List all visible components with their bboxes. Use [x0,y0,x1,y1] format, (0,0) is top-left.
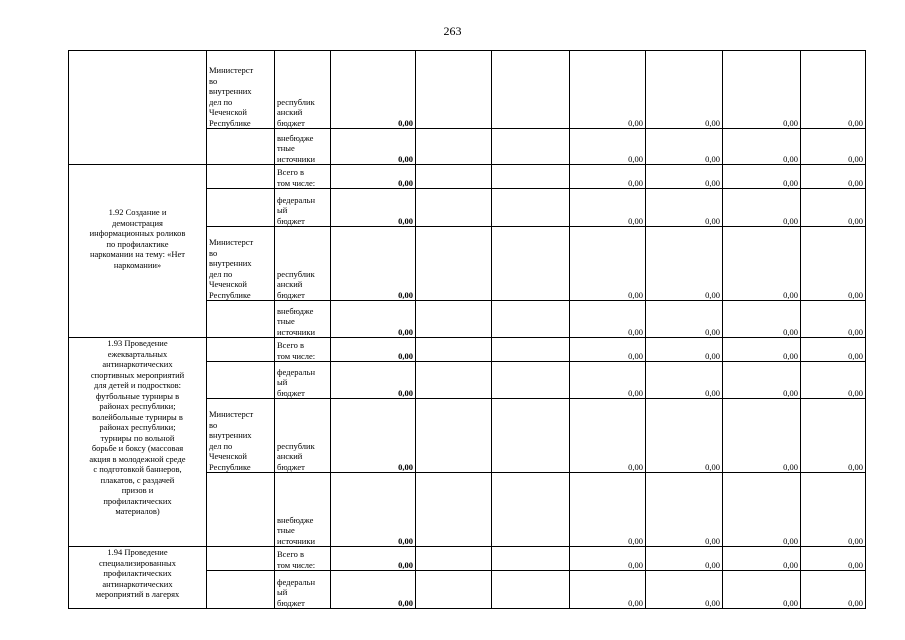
total-cell: 0,00 [331,362,416,399]
table-row [69,547,866,571]
executor-cell [207,547,275,571]
table-row [69,51,866,129]
executor-cell: Министерст во внутренних дел по Чеченской Республике [207,51,275,129]
value-cell: 0,00 [723,399,801,473]
total-cell: 0,00 [331,129,416,165]
total-cell: 0,00 [331,165,416,189]
event-name-cell [69,51,207,165]
value-cell [416,362,492,399]
total-cell: 0,00 [331,547,416,571]
value-cell: 0,00 [646,301,723,338]
value-cell [492,165,570,189]
total-cell: 0,00 [331,227,416,301]
value-cell: 0,00 [723,338,801,362]
value-cell [492,227,570,301]
funding-source-cell: республик анский бюджет [275,227,331,301]
value-cell [416,547,492,571]
funding-source-cell: внебюдже тные источники [275,301,331,338]
value-cell: 0,00 [646,399,723,473]
value-cell: 0,00 [646,129,723,165]
value-cell [416,473,492,547]
value-cell: 0,00 [801,51,866,129]
executor-cell [207,362,275,399]
page-number: 263 [443,24,462,38]
value-cell: 0,00 [646,51,723,129]
value-cell: 0,00 [801,129,866,165]
funding-source-cell: Всего в том числе: [275,547,331,571]
executor-cell [207,129,275,165]
total-cell: 0,00 [331,473,416,547]
executor-cell [207,165,275,189]
value-cell: 0,00 [801,165,866,189]
executor-cell [207,189,275,227]
total-cell: 0,00 [331,301,416,338]
table-body [69,51,866,609]
event-name-cell: 1.92 Создание и демонстрация информационных роликов по профилактике наркомании на тему: «Нет наркомании» [69,165,207,338]
value-cell: 0,00 [646,227,723,301]
value-cell [492,129,570,165]
executor-cell: Министерст во внутренних дел по Чеченской Республике [207,399,275,473]
value-cell: 0,00 [570,571,646,609]
value-cell [416,571,492,609]
value-cell: 0,00 [723,547,801,571]
table-row [69,338,866,362]
value-cell [492,338,570,362]
value-cell [492,547,570,571]
funding-source-cell: республик анский бюджет [275,399,331,473]
value-cell [416,165,492,189]
executor-cell: Министерст во внутренних дел по Чеченской Республике [207,227,275,301]
value-cell: 0,00 [801,338,866,362]
funding-source-cell: внебюдже тные источники [275,473,331,547]
value-cell [492,189,570,227]
total-cell: 0,00 [331,571,416,609]
value-cell [492,362,570,399]
funding-source-cell: Всего в том числе: [275,165,331,189]
value-cell: 0,00 [723,227,801,301]
value-cell: 0,00 [570,189,646,227]
event-name-cell: 1.93 Проведение ежеквартальных антинаркотических спортивных мероприятий для детей и подростков: футбольные турниры в районах республики; волейбольные турниры в районах республики; турниры по вольной борьбе и боксу (массовая акция в молодежной среде с подготовкой баннеров, плакатов, с раздачей призов и профилактических материалов) [69,338,207,547]
value-cell: 0,00 [570,362,646,399]
value-cell: 0,00 [801,362,866,399]
value-cell: 0,00 [801,399,866,473]
value-cell [416,189,492,227]
executor-cell [207,473,275,547]
value-cell: 0,00 [801,571,866,609]
value-cell: 0,00 [570,51,646,129]
executor-cell [207,301,275,338]
funding-source-cell: федеральн ый бюджет [275,189,331,227]
table-row [69,165,866,189]
funding-source-cell: федеральн ый бюджет [275,571,331,609]
value-cell [492,51,570,129]
budget-table [68,50,866,609]
value-cell: 0,00 [646,547,723,571]
value-cell: 0,00 [570,547,646,571]
funding-source-cell: республик анский бюджет [275,51,331,129]
value-cell: 0,00 [801,189,866,227]
value-cell [492,301,570,338]
value-cell [416,51,492,129]
value-cell: 0,00 [570,399,646,473]
total-cell: 0,00 [331,338,416,362]
value-cell [492,399,570,473]
value-cell: 0,00 [646,473,723,547]
value-cell [492,473,570,547]
value-cell: 0,00 [570,165,646,189]
value-cell [416,227,492,301]
total-cell: 0,00 [331,51,416,129]
value-cell: 0,00 [723,571,801,609]
value-cell: 0,00 [801,473,866,547]
value-cell: 0,00 [570,301,646,338]
funding-source-cell: федеральн ый бюджет [275,362,331,399]
event-name-cell: 1.94 Проведение специализированных профилактических антинаркотических мероприятий в лагерях [69,547,207,609]
value-cell [416,399,492,473]
total-cell: 0,00 [331,399,416,473]
value-cell [416,129,492,165]
value-cell: 0,00 [646,571,723,609]
executor-cell [207,571,275,609]
value-cell: 0,00 [801,547,866,571]
value-cell [492,571,570,609]
total-cell: 0,00 [331,189,416,227]
value-cell: 0,00 [570,227,646,301]
funding-source-cell: Всего в том числе: [275,338,331,362]
value-cell: 0,00 [646,338,723,362]
value-cell [416,338,492,362]
value-cell: 0,00 [570,338,646,362]
value-cell: 0,00 [801,301,866,338]
value-cell: 0,00 [723,165,801,189]
value-cell: 0,00 [646,165,723,189]
value-cell: 0,00 [570,129,646,165]
value-cell: 0,00 [570,473,646,547]
value-cell [416,301,492,338]
executor-cell [207,338,275,362]
value-cell: 0,00 [723,301,801,338]
value-cell: 0,00 [723,362,801,399]
value-cell: 0,00 [723,189,801,227]
value-cell: 0,00 [723,129,801,165]
value-cell: 0,00 [646,189,723,227]
value-cell: 0,00 [723,473,801,547]
value-cell: 0,00 [723,51,801,129]
funding-source-cell: внебюдже тные источники [275,129,331,165]
value-cell: 0,00 [646,362,723,399]
value-cell: 0,00 [801,227,866,301]
